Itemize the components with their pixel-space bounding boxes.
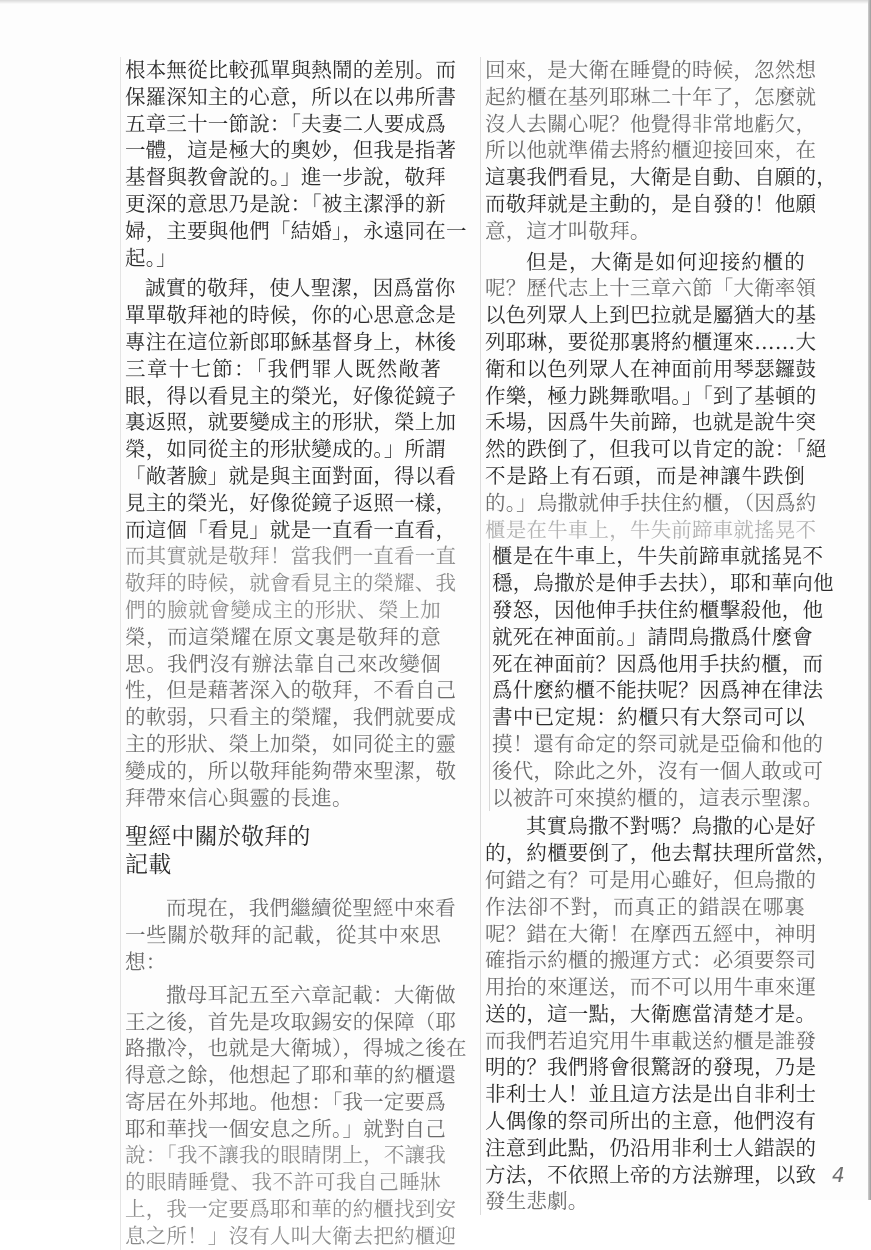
text-line: 何錯之有？可是用心雖好，但烏撒的 [485, 867, 817, 892]
text-line: 穩，烏撒於是伸手去扶），耶和華向他 [492, 571, 834, 596]
text-line: 息之所！」沒有人叫大衛去把約櫃迎 [125, 1223, 457, 1248]
text-line: 裏返照，就要變成主的形狀，榮上加 [125, 410, 457, 435]
text-line: 人偶像的祭司所出的主意，他們沒有 [485, 1109, 817, 1134]
left-column [120, 57, 467, 1250]
text-line: 的眼睛睡覺、我不許可我自己睡牀 [125, 1170, 441, 1195]
left-paragraph-4 [125, 982, 467, 1250]
right-paragraph-1 [485, 57, 837, 245]
text-line: 婦，主要與他們「結婚」，永遠同在一 [125, 218, 467, 243]
text-line: 爲什麼約櫃不能扶呢？因爲神在律法 [492, 678, 824, 703]
text-line: 一些關於敬拜的記載，從其中來思 [125, 923, 441, 948]
text-line: 主的形狀、榮上加榮，如同從主的靈 [125, 731, 457, 756]
text-line: 不是路上有石頭，而是神讓牛跌倒 [485, 463, 805, 488]
text-line: 基督與教會說的。」進一步說，敬拜 [125, 165, 446, 190]
text-line: 發生悲劇。 [485, 1189, 589, 1214]
text-line: 作法卻不對，而真正的錯誤在哪裏 [485, 894, 805, 919]
text-line: 一體，這是極大的奧妙，但我是指著 [125, 138, 457, 163]
text-line: 起約櫃在基列耶琳二十年了，怎麼就 [485, 84, 817, 109]
text-line: 意，這才叫敬拜。 [485, 218, 651, 243]
text-line: 而我們若追究用牛車載送約櫃是誰發 [485, 1028, 817, 1053]
text-line: 敬拜的時候，就會看見主的榮耀、我 [125, 571, 457, 596]
text-line: 其實烏撒不對嗎？烏撒的心是好 [526, 814, 816, 839]
text-line: 的軟弱，只看主的榮耀，我們就要成 [125, 705, 457, 730]
text-line: 王之後，首先是攻取錫安的保障（耶 [125, 1009, 457, 1034]
text-line: 見主的榮光，好像從鏡子返照一樣， [125, 490, 457, 515]
left-paragraph-1 [125, 57, 467, 271]
left-paragraph-3 [125, 895, 456, 975]
text-line: 起。」 [125, 245, 177, 270]
text-line: 方法，不依照上帝的方法辦理，以致 [485, 1162, 817, 1187]
text-line: 回來，是大衛在睡覺的時候，忽然想 [485, 58, 817, 82]
text-line: 非利士人！並且這方法是出自非利士 [485, 1082, 817, 1107]
text-line: 後代，除此之外，沒有一個人敢或可 [492, 758, 824, 783]
text-line: 沒人去關心呢？他覺得非常地虧欠， [485, 111, 817, 136]
text-line: 呢？錯在大衛！在摩西五經中，神明 [485, 921, 817, 946]
text-line: 的，約櫃要倒了，他去幫扶理所當然， [485, 841, 837, 866]
text-line: 這裏我們看見，大衛是自動、自願的， [485, 165, 837, 190]
text-line: 性，但是藉著深入的敬拜，不看自己 [125, 678, 457, 703]
text-line: 路撒冷，也就是大衛城），得城之後在 [125, 1036, 467, 1061]
text-line: 專注在這位新郎耶穌基督身上，林後 [125, 329, 457, 354]
text-line: 的。」烏撒就伸手扶住約櫃，（因爲約 [485, 490, 817, 515]
text-line: 作樂，極力跳舞歌唱。」「到了基頓的 [485, 383, 817, 408]
text-line: 寄居在外邦地。他想：「我一定要爲 [125, 1089, 446, 1114]
text-line: 而這個「看見」就是一直看一直看， [125, 517, 457, 542]
text-line-duplicate-faded: 櫃是在牛車上，牛失前蹄車就搖晃不 [485, 517, 817, 542]
text-line: 五章三十一節說：「夫妻二人要成爲 [125, 111, 446, 136]
text-line: 列耶琳，要從那裏將約櫃運來……大 [485, 329, 817, 354]
text-line: 思。我們沒有辦法靠自己來改變個 [125, 651, 441, 676]
text-line: 所以他就準備去將約櫃迎接回來，在 [485, 138, 817, 163]
text-line: 而敬拜就是主動的，是自發的！他願 [485, 191, 817, 216]
text-line: 書中已定規：約櫃只有大祭司可以 [492, 705, 805, 730]
text-line: 單單敬拜祂的時候，你的心思意念是 [125, 303, 457, 328]
text-line: 而其實就是敬拜！當我們一直看一直 [125, 544, 457, 569]
heading-line: 聖經中關於敬拜的 [125, 824, 311, 851]
scan-top-edge [0, 0, 871, 4]
text-line: 櫃是在牛車上，牛失前蹄車就搖晃不 [492, 544, 824, 569]
text-line: 變成的，所以敬拜能夠帶來聖潔，敬 [125, 758, 457, 783]
text-line: 以被許可來摸約櫃的，這表示聖潔。 [492, 785, 824, 810]
text-line: 想： [125, 949, 167, 974]
text-line: 更深的意思乃是說：「被主潔淨的新 [125, 191, 446, 216]
section-heading [125, 823, 441, 879]
text-line: 拜帶來信心與靈的長進。 [125, 785, 353, 810]
text-line: 三章十七節：「我們罪人既然敞著 [125, 356, 441, 381]
text-line: 誠實的敬拜，使人聖潔，因爲當你 [145, 276, 456, 301]
page-number: 4 [832, 1163, 845, 1187]
text-line: 耶和華找一個安息之所。」就對自己 [125, 1116, 446, 1141]
text-line: 但是，大衛是如何迎接約櫃的 [526, 249, 805, 274]
text-line: 禾場，因爲牛失前蹄，也就是說牛突 [485, 410, 817, 435]
text-line: 說：「我不讓我的眼睛閉上，不讓我 [125, 1143, 446, 1168]
text-line: 死在神面前？因爲他用手扶約櫃，而 [492, 651, 824, 676]
heading-line: 記載 [125, 852, 172, 879]
right-column [480, 57, 837, 1215]
text-line: 而現在，我們繼續從聖經中來看 [166, 896, 456, 921]
text-line: 榮，如同從主的形狀變成的。」所謂 [125, 437, 446, 462]
text-line: 們的臉就會變成主的形狀、榮上加 [125, 597, 441, 622]
text-line: 明的？我們將會很驚訝的發現，乃是 [485, 1055, 817, 1080]
text-line: 呢？歷代志上十三章六節「大衛率領 [485, 276, 817, 301]
text-line: 得意之餘，他想起了耶和華的約櫃還 [125, 1063, 457, 1088]
text-line: 送的，這一點，大衛應當清楚才是。 [485, 1001, 817, 1026]
right-paragraph-2-continued [489, 543, 834, 811]
right-paragraph-3 [485, 813, 837, 1215]
text-line: 發怒，因他伸手扶住約櫃擊殺他，他 [492, 597, 824, 622]
text-line: 摸！還有命定的祭司就是亞倫和他的 [492, 731, 824, 756]
text-line: 榮，而這榮耀在原文裏是敬拜的意 [125, 624, 441, 649]
text-line: 保羅深知主的心意，所以在以弗所書 [125, 84, 457, 109]
text-line: 「敞著臉」就是與主面對面，得以看 [125, 463, 457, 488]
text-line: 眼，得以看見主的榮光，好像從鏡子 [125, 383, 457, 408]
text-line: 就死在神面前。」請問烏撒爲什麼會 [492, 624, 813, 649]
text-line: 然的跌倒了，但我可以肯定的說：「絕 [485, 437, 827, 462]
text-line: 注意到此點，仍沿用非利士人錯誤的 [485, 1135, 817, 1160]
text-line: 衛和以色列眾人在神面前用琴瑟鑼鼓 [485, 356, 817, 381]
text-line: 確指示約櫃的搬運方式：必須要祭司 [485, 948, 817, 973]
text-line: 撒母耳記五至六章記載：大衛做 [166, 982, 456, 1007]
text-line: 以色列眾人上到巴拉就是屬猶大的基 [485, 303, 817, 328]
text-line: 上，我一定要爲耶和華的約櫃找到安 [125, 1197, 457, 1222]
text-line: 用抬的來運送，而不可以用牛車來運 [485, 975, 817, 1000]
right-paragraph-2 [485, 249, 827, 544]
left-paragraph-2 [125, 275, 457, 811]
text-line: 根本無從比較孤單與熱鬧的差別。而 [125, 58, 457, 82]
